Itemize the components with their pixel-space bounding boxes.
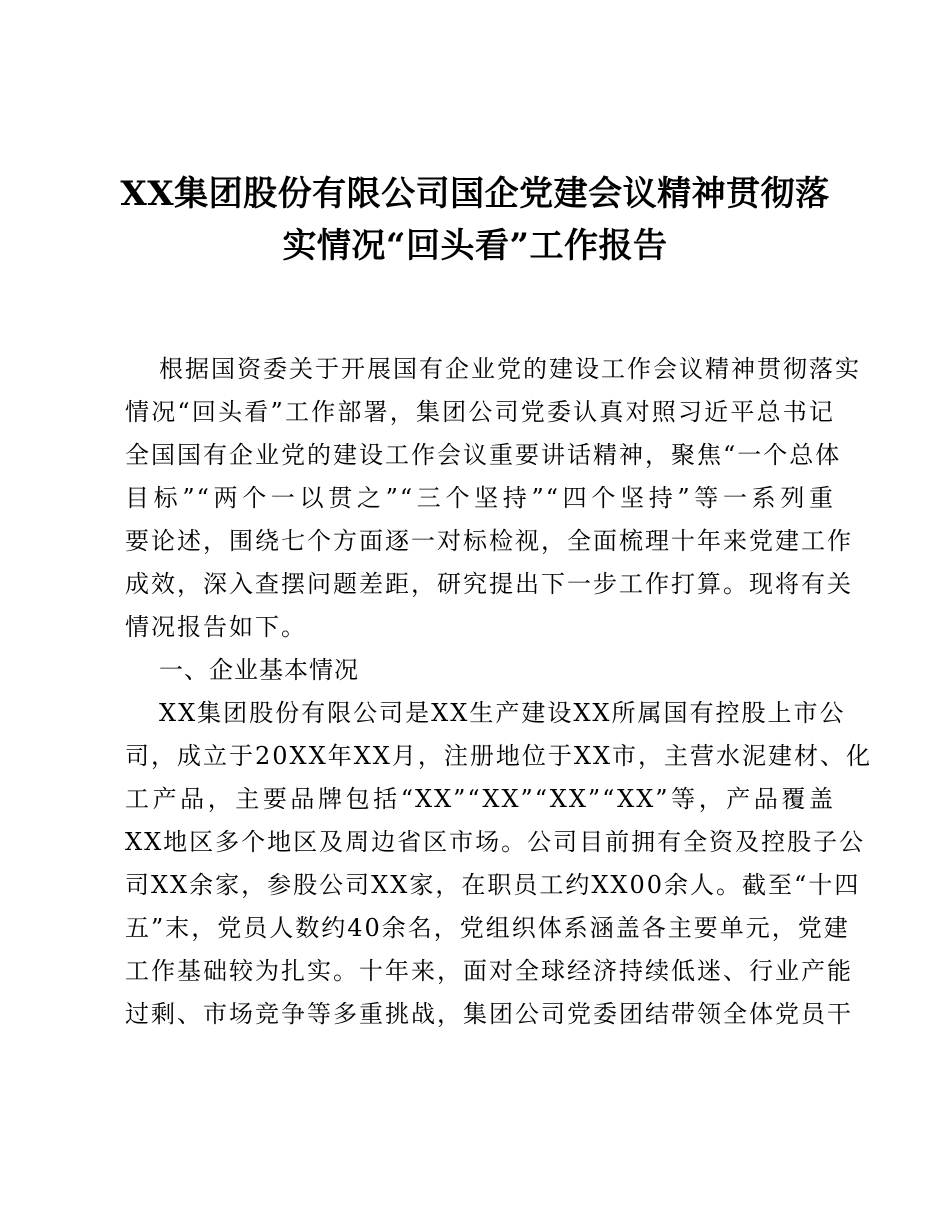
- document-title: [100, 168, 850, 272]
- paragraph-line: XX集团股份有限公司是XX生产建设XX所属国有控股上市公: [159, 699, 846, 727]
- title-line-1: XX集团股份有限公司国企党建会议精神贯彻落: [120, 174, 830, 214]
- paragraph-line: 全国国有企业党的建设工作会议重要讲话精神，聚焦“一个总体: [125, 441, 842, 469]
- section-heading: 一、企业基本情况: [159, 656, 359, 684]
- paragraph-line: 成效，深入查摆问题差距，研究提出下一步工作打算。现将有关: [125, 570, 853, 598]
- paragraph-line: 根据国资委关于开展国有企业党的建设工作会议精神贯彻落实: [159, 355, 861, 383]
- paragraph-line: 司，成立于20XX年XX月，注册地位于XX市，主营水泥建材、化: [125, 742, 873, 770]
- paragraph-line: XX地区多个地区及周边省区市场。公司目前拥有全资及控股子公: [125, 828, 866, 856]
- paragraph-line: 工作基础较为扎实。十年来，面对全球经济持续低迷、行业产能: [125, 957, 853, 985]
- document-body: [125, 348, 873, 1036]
- paragraph-line: 工产品，主要品牌包括“XX”“XX”“XX”“XX”等，产品覆盖: [125, 785, 835, 813]
- paragraph-intro: [125, 348, 861, 649]
- paragraph-line: 五”末，党员人数约40余名，党组织体系涵盖各主要单元，党建: [125, 914, 850, 942]
- paragraph-line: 情况报告如下。: [125, 613, 307, 641]
- paragraph-company-overview: [125, 692, 873, 1036]
- paragraph-line: 要论述，围绕七个方面逐一对标检视，全面梳理十年来党建工作: [125, 527, 853, 555]
- paragraph-line: 情况“回头看”工作部署，集团公司党委认真对照习近平总书记: [125, 398, 835, 426]
- title-line-2: 实情况“回头看”工作报告: [282, 226, 668, 266]
- paragraph-line: 司XX余家，参股公司XX家，在职员工约XX00余人。截至“十四: [125, 871, 861, 899]
- paragraph-line: 过剩、市场竞争等多重挑战，集团公司党委团结带领全体党员干: [125, 1000, 853, 1028]
- paragraph-line: 目标”“两个一以贯之”“三个坚持”“四个坚持”等一系列重: [125, 484, 835, 512]
